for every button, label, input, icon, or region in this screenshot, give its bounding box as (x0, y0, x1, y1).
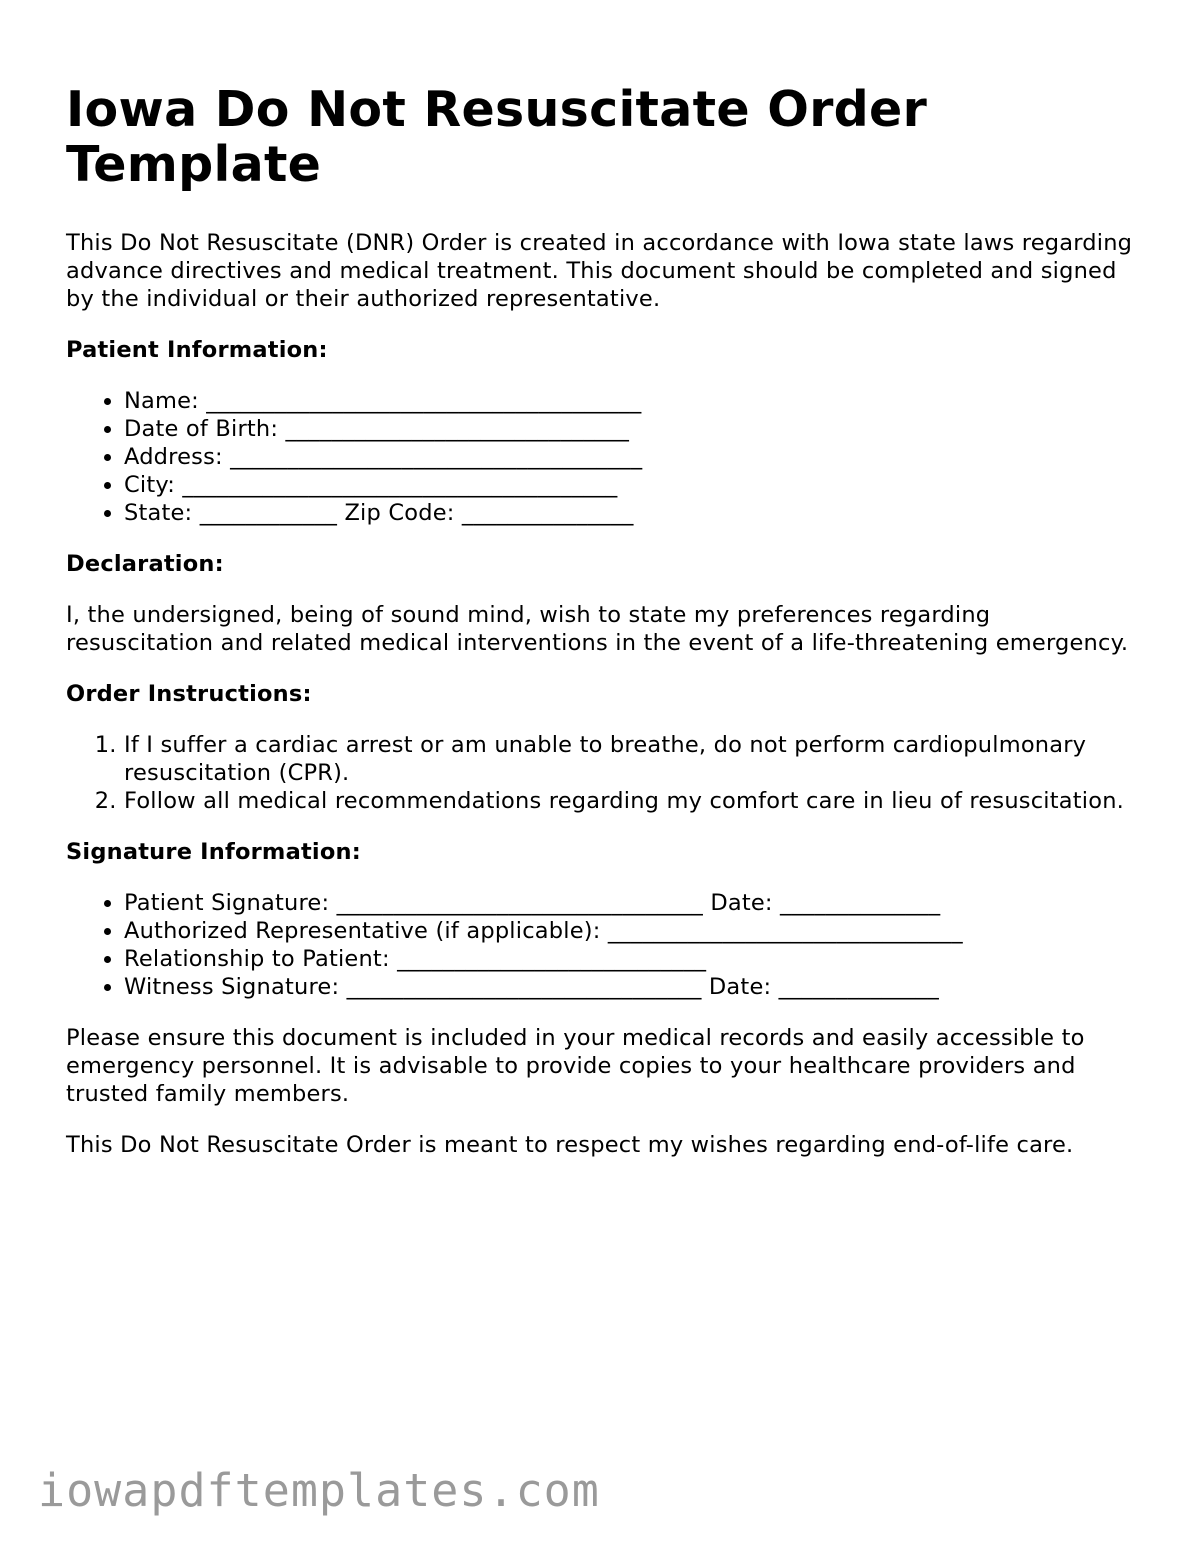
order-instruction-item: 2. Follow all medical recommendations regarding my comfort care in lieu of resuscitation. (124, 787, 1136, 815)
authorized-representative-field: • Authorized Representative (if applicable): _______________________________ (124, 917, 1136, 945)
declaration-heading: Declaration: (66, 551, 224, 577)
declaration-paragraph: I, the undersigned, being of sound mind, wish to state my preferences regarding resuscitation and related medical interventions in the event of a life-threatening emergency. (66, 602, 1129, 656)
patient-information-heading: Patient Information: (66, 337, 328, 363)
closing-note-paragraph: Please ensure this document is included in your medical records and easily accessible to emergency personnel. It is advisable to provide copies to your healthcare providers and trusted family members. (66, 1025, 1085, 1107)
patient-state-zip-field: • State: ____________ Zip Code: _______________ (124, 499, 1136, 527)
signature-information-list (66, 889, 1136, 1001)
relationship-field: • Relationship to Patient: ___________________________ (124, 945, 1136, 973)
document-title: Iowa Do Not Resuscitate Order Template (66, 81, 928, 193)
final-statement-paragraph: This Do Not Resuscitate Order is meant to respect my wishes regarding end-of-life care. (66, 1132, 1074, 1158)
watermark-text: iowapdftemplates.com (38, 1464, 600, 1517)
patient-name-field: • Name: ______________________________________ (124, 387, 1136, 415)
witness-signature-field: • Witness Signature: _______________________________ Date: ______________ (124, 973, 1136, 1001)
patient-dob-field: • Date of Birth: ______________________________ (124, 415, 1136, 443)
patient-address-field: • Address: ____________________________________ (124, 443, 1136, 471)
patient-city-field: • City: ______________________________________ (124, 471, 1136, 499)
intro-paragraph: This Do Not Resuscitate (DNR) Order is created in accordance with Iowa state laws regarding advance directives and medical treatment. This document should be completed and signed by the individual or their authorized representative. (66, 230, 1133, 312)
order-instruction-item: 1. If I suffer a cardiac arrest or am unable to breathe, do not perform cardiopulmonary resuscitation (CPR). (124, 731, 1136, 787)
order-instructions-heading: Order Instructions: (66, 681, 312, 707)
signature-information-heading: Signature Information: (66, 839, 361, 865)
patient-signature-field: • Patient Signature: ________________________________ Date: ______________ (124, 889, 1136, 917)
patient-information-list (66, 387, 1136, 527)
document-page (66, 82, 1136, 1182)
order-instructions-list (66, 731, 1136, 815)
